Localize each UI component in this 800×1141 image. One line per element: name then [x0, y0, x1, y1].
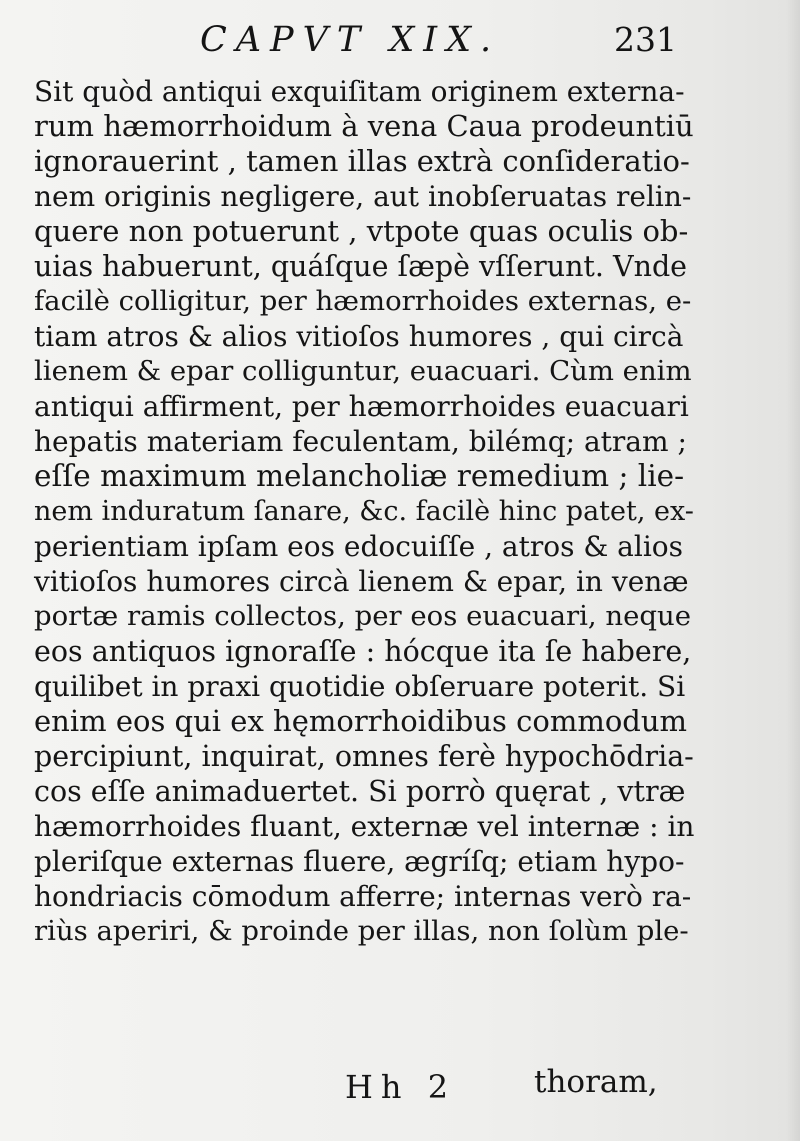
text-line: tiam atros & alios vitioſos humores , qui circà — [34, 320, 684, 353]
text-line: hepatis materiam feculentam, bilémq; atram ; — [34, 425, 687, 458]
text-line: nem originis negligere, aut inobſeruatas relin- — [34, 180, 692, 213]
page-footer — [0, 1064, 800, 1114]
text-line: hondriacis cōmodum afferre; internas verò ra- — [34, 880, 692, 913]
page-number: 231 — [614, 20, 677, 59]
text-line: antiqui affirment, per hæmorrhoides euacuari — [34, 390, 689, 423]
text-line: vitioſos humores circà lienem & epar, in venæ — [34, 565, 689, 598]
text-line: eſſe maximum melancholiæ remedium ; lie- — [34, 459, 685, 493]
text-line: portæ ramis collectos, per eos euacuari, neque — [34, 600, 691, 632]
text-line: nem induratum ſanare, &c. facilè hinc patet, ex- — [34, 496, 694, 527]
body-text — [34, 74, 694, 949]
text-line: perientiam ipſam eos edocuiſſe , atros & alios — [34, 530, 684, 563]
text-line: uias habuerunt, quáſque ſæpè vſſerunt. Vnde — [34, 250, 688, 283]
text-line: quere non potuerunt , vtpote quas oculis ob- — [34, 214, 689, 248]
text-line: eos antiquos ignoraſſe : hócque ita ſe habere, — [34, 635, 692, 668]
text-line: quilibet in praxi quotidie obſeruare poterit. Si — [34, 670, 686, 703]
signature-mark: Hh 2 — [345, 1068, 457, 1106]
text-line: ignorauerint , tamen illas extrà conſideratio- — [34, 144, 690, 178]
text-line: facilè colligitur, per hæmorrhoides externas, e- — [34, 285, 692, 317]
text-line: pleriſque externas fluere, ægríſq; etiam hypo- — [34, 845, 685, 878]
catchword: thoram, — [534, 1064, 658, 1100]
text-line: Sit quòd antiqui exquiſitam originem externa- — [34, 75, 685, 108]
text-line: hæmorrhoides fluant, externæ vel internæ : in — [34, 810, 695, 843]
page-header — [0, 14, 800, 72]
text-line: enim eos qui ex hęmorrhoidibus commodum — [34, 704, 688, 738]
text-line: riùs aperiri, & proinde per illas, non ſolùm ple- — [34, 915, 689, 947]
text-line: cos eſſe animaduertet. Si porrò quęrat , vtræ — [34, 775, 686, 808]
text-line: lienem & epar colliguntur, euacuari. Cùm enim — [34, 355, 692, 387]
text-line: percipiunt, inquirat, omnes ferè hypochōdria- — [34, 740, 694, 773]
running-head: CAPVT XIX. — [200, 20, 501, 60]
text-line: rum hæmorrhoidum à vena Caua prodeuntiū — [34, 109, 694, 143]
